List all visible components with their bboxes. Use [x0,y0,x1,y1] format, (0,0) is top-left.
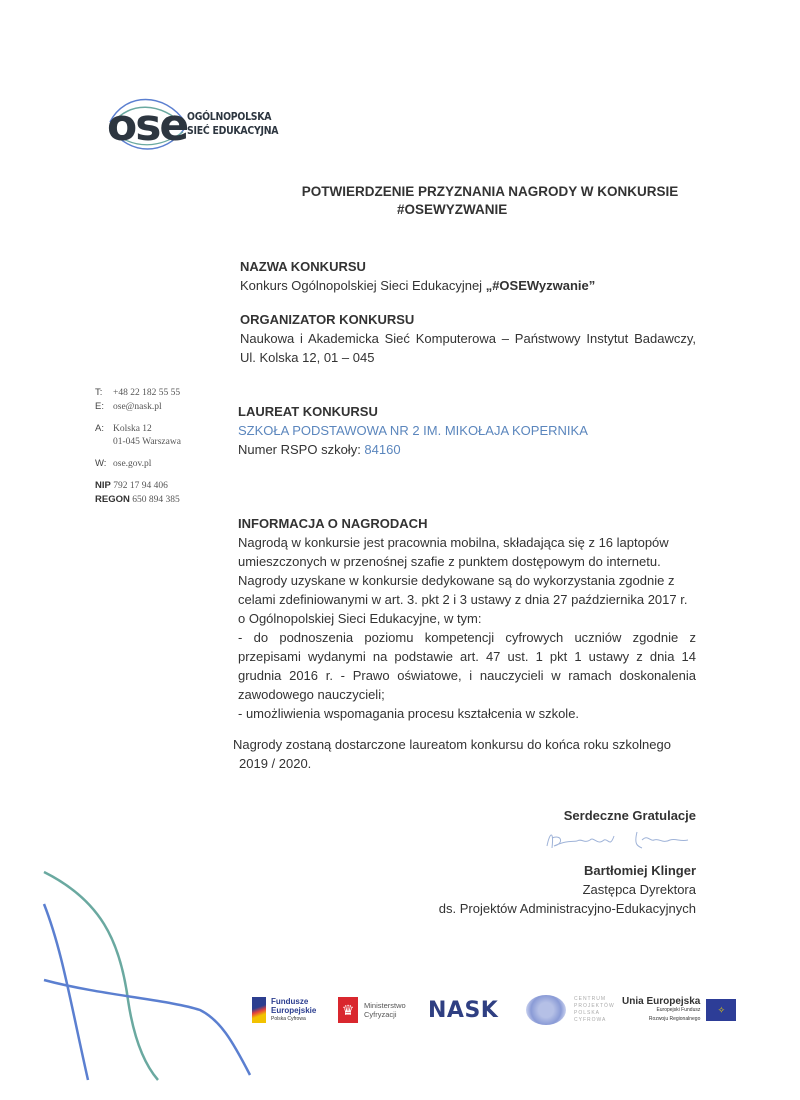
footer-logo-nask [428,995,498,1025]
fe-sub: Polska Cyfrowa [271,1015,306,1022]
footer-logo-fundusze-europejskie [252,995,316,1025]
logo-wordmark [187,110,278,138]
email-label: E: [95,401,104,412]
mc-line2: Cyfryzacji [364,1010,397,1019]
rspo-label: Numer RSPO szkoły: [238,442,365,457]
email-value: ose@nask.pl [113,402,162,412]
cppc-emblem-icon [526,995,566,1025]
eu-flag-icon: ✧ [706,999,736,1021]
phone-value: +48 22 182 55 55 [113,388,181,398]
nip-label: NIP [95,480,111,491]
footer-logo-cppc [526,995,615,1025]
footer-logo-unia-europejska [622,995,736,1025]
ose-logo [105,92,305,156]
ue-line3: Rozwoju Regionalnego [648,1015,701,1022]
cppc-line2: PROJEKTÓW [574,1003,615,1009]
web-value: ose.gov.pl [113,459,152,469]
logo-mark-text: ose [107,100,188,151]
nask-wordmark: NASK [428,997,499,1023]
phone-label: T: [95,387,103,398]
regon-label: REGON [95,494,130,505]
polish-eagle-icon: ♛ [338,997,358,1023]
prize-info-heading: INFORMACJA O NAGRODACH [238,516,428,531]
prize-info-bullet1: - do podnoszenia poziomu kompetencji cyfrowych uczniów zgodnie z przepisami wydanymi na podstawie art. 47 ust. 1 pkt 1 ustawy z dnia 14 grudnia 2016 r. - Prawo oświatowe, i nauczycieli w ramach doskonalenia zawodowego nauczycieli; [238,630,696,702]
decorative-waves-icon [0,860,270,1100]
delivery-note [233,735,703,773]
delivery-line1: Nagrody zostaną dostarczone laureatom konkursu do końca roku szkolnego [233,737,671,752]
nip-value: 792 17 94 406 [113,481,168,491]
footer-logo-ministerstwo [338,995,406,1025]
contest-name-section [240,257,696,295]
laureate-heading: LAUREAT KONKURSU [238,404,378,419]
signer-block [439,861,696,918]
address-line1: Kolska 12 [113,424,152,434]
signer-title: Zastępca Dyrektora [582,882,696,897]
laureate-school: SZKOŁA PODSTAWOWA NR 2 IM. MIKOŁAJA KOPERNIKA [238,423,588,438]
handwritten-signature [542,826,692,854]
address-label: A: [95,423,104,434]
ue-line2: Europejski Fundusz [656,1006,701,1013]
document-title [300,183,680,219]
regon-value: 650 894 385 [132,495,180,505]
closing-greeting: Serdeczne Gratulacje [563,808,696,823]
laureate-section [238,402,694,459]
organizer-section [240,310,696,367]
logo-line2: SIEĆ EDUKACYJNA [187,124,279,137]
contest-name-prefix: Konkurs Ogólnopolskiej Sieci Edukacyjnej [240,278,486,293]
contact-block [95,386,181,507]
logo-line1: OGÓLNOPOLSKA [187,110,272,123]
signer-department: ds. Projektów Administracyjno-Edukacyjnych [438,901,696,916]
address-line2: 01-045 Warszawa [113,437,181,447]
prize-info-p2: Nagrody uzyskane w konkursie dedykowane są do wykorzystania zgodnie z celami zdefiniowanymi w art. 3. pkt 2 i 3 ustawy z dnia 27 października 2017 r. o Ogólnopolskiej Sieci Edukacyjne, w tym: [238,573,688,626]
prize-info-p1: Nagrodą w konkursie jest pracownia mobilna, składająca się z 16 laptopów umieszczonych w przenośnej szafie z punktem dostępowym do internetu. [238,535,669,569]
fe-line2: Europejskie [271,1005,317,1015]
delivery-line2: 2019 / 2020. [239,756,312,771]
ue-line1: Unia Europejska [622,995,701,1007]
prize-info-section [238,514,696,723]
signature-icon [542,826,692,854]
title-line2: #OSEWYZWANIE [397,202,508,217]
contest-name-heading: NAZWA KONKURSU [240,259,366,274]
contest-name-text [240,276,696,295]
title-line1: POTWIERDZENIE PRZYZNANIA NAGRODY W KONKURSIE [301,184,679,199]
web-label: W: [95,458,107,469]
cppc-line1: CENTRUM [574,996,606,1002]
organizer-heading: ORGANIZATOR KONKURSU [240,312,415,327]
mc-line1: Ministerstwo [364,1001,406,1010]
fe-line1: Fundusze [271,996,309,1006]
cppc-line4: CYFROWA [574,1017,607,1023]
rspo-line [238,440,694,459]
signer-name: Bartłomiej Klinger [584,863,696,878]
organizer-text: Naukowa i Akademicka Sieć Komputerowa – Państwowy Instytut Badawczy, Ul. Kolska 12, 01 – 045 [240,331,696,365]
eu-funds-icon [252,997,266,1023]
cppc-line3: POLSKA [574,1010,601,1016]
prize-info-bullet2: - umożliwienia wspomagania procesu kształcenia w szkole. [238,706,580,721]
contest-name-bold: „#OSEWyzwanie” [485,278,596,293]
rspo-value: 84160 [364,442,401,457]
